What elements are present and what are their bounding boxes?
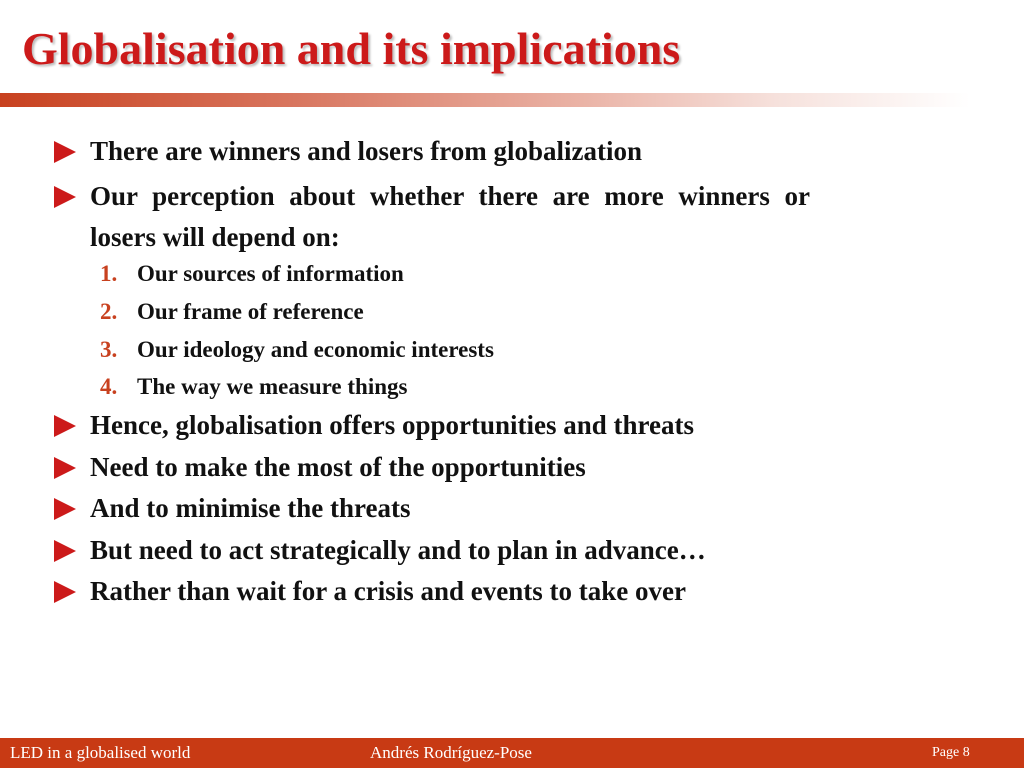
triangle-bullet-icon xyxy=(52,131,78,172)
bullet-text: Hence, globalisation offers opportunities and threats xyxy=(90,410,695,440)
bullet-item xyxy=(52,405,694,446)
item-number: 2. xyxy=(100,299,118,324)
item-text: The way we measure things xyxy=(137,374,408,399)
footer-page-number: Page 8 xyxy=(932,745,970,760)
numbered-item xyxy=(100,334,494,366)
bullet-item xyxy=(52,530,706,571)
item-text: Our frame of reference xyxy=(137,299,364,324)
bullet-item xyxy=(52,447,586,488)
bullet-item xyxy=(52,131,642,172)
bullet-item xyxy=(52,176,810,258)
numbered-item xyxy=(100,371,407,403)
bullet-text: There are winners and losers from globalization xyxy=(90,136,642,166)
bullet-item xyxy=(52,571,686,612)
slide-title: Globalisation and its implications xyxy=(22,23,681,74)
numbered-item xyxy=(100,296,364,328)
title-divider xyxy=(0,93,970,107)
triangle-bullet-icon xyxy=(52,530,78,571)
bullet-text: But need to act strategically and to plan in advance… xyxy=(90,535,706,565)
footer-course-title: LED in a globalised world xyxy=(10,743,191,762)
item-text: Our ideology and economic interests xyxy=(137,337,494,362)
slide-footer xyxy=(0,738,1024,768)
triangle-bullet-icon xyxy=(52,176,78,217)
triangle-bullet-icon xyxy=(52,405,78,446)
bullet-text: And to minimise the threats xyxy=(90,493,411,523)
bullet-text: Rather than wait for a crisis and events to take over xyxy=(90,576,686,606)
triangle-bullet-icon xyxy=(52,447,78,488)
triangle-bullet-icon xyxy=(52,488,78,529)
bullet-item xyxy=(52,488,411,529)
item-text: Our sources of information xyxy=(137,261,404,286)
item-number: 4. xyxy=(100,374,118,399)
numbered-item xyxy=(100,258,404,290)
footer-author: Andrés Rodríguez-Pose xyxy=(370,743,532,762)
item-number: 1. xyxy=(100,261,118,286)
bullet-text: Our perception about whether there are more winners or losers will depend on: xyxy=(90,181,810,252)
triangle-bullet-icon xyxy=(52,571,78,612)
item-number: 3. xyxy=(100,337,118,362)
bullet-text: Need to make the most of the opportunities xyxy=(90,452,586,482)
